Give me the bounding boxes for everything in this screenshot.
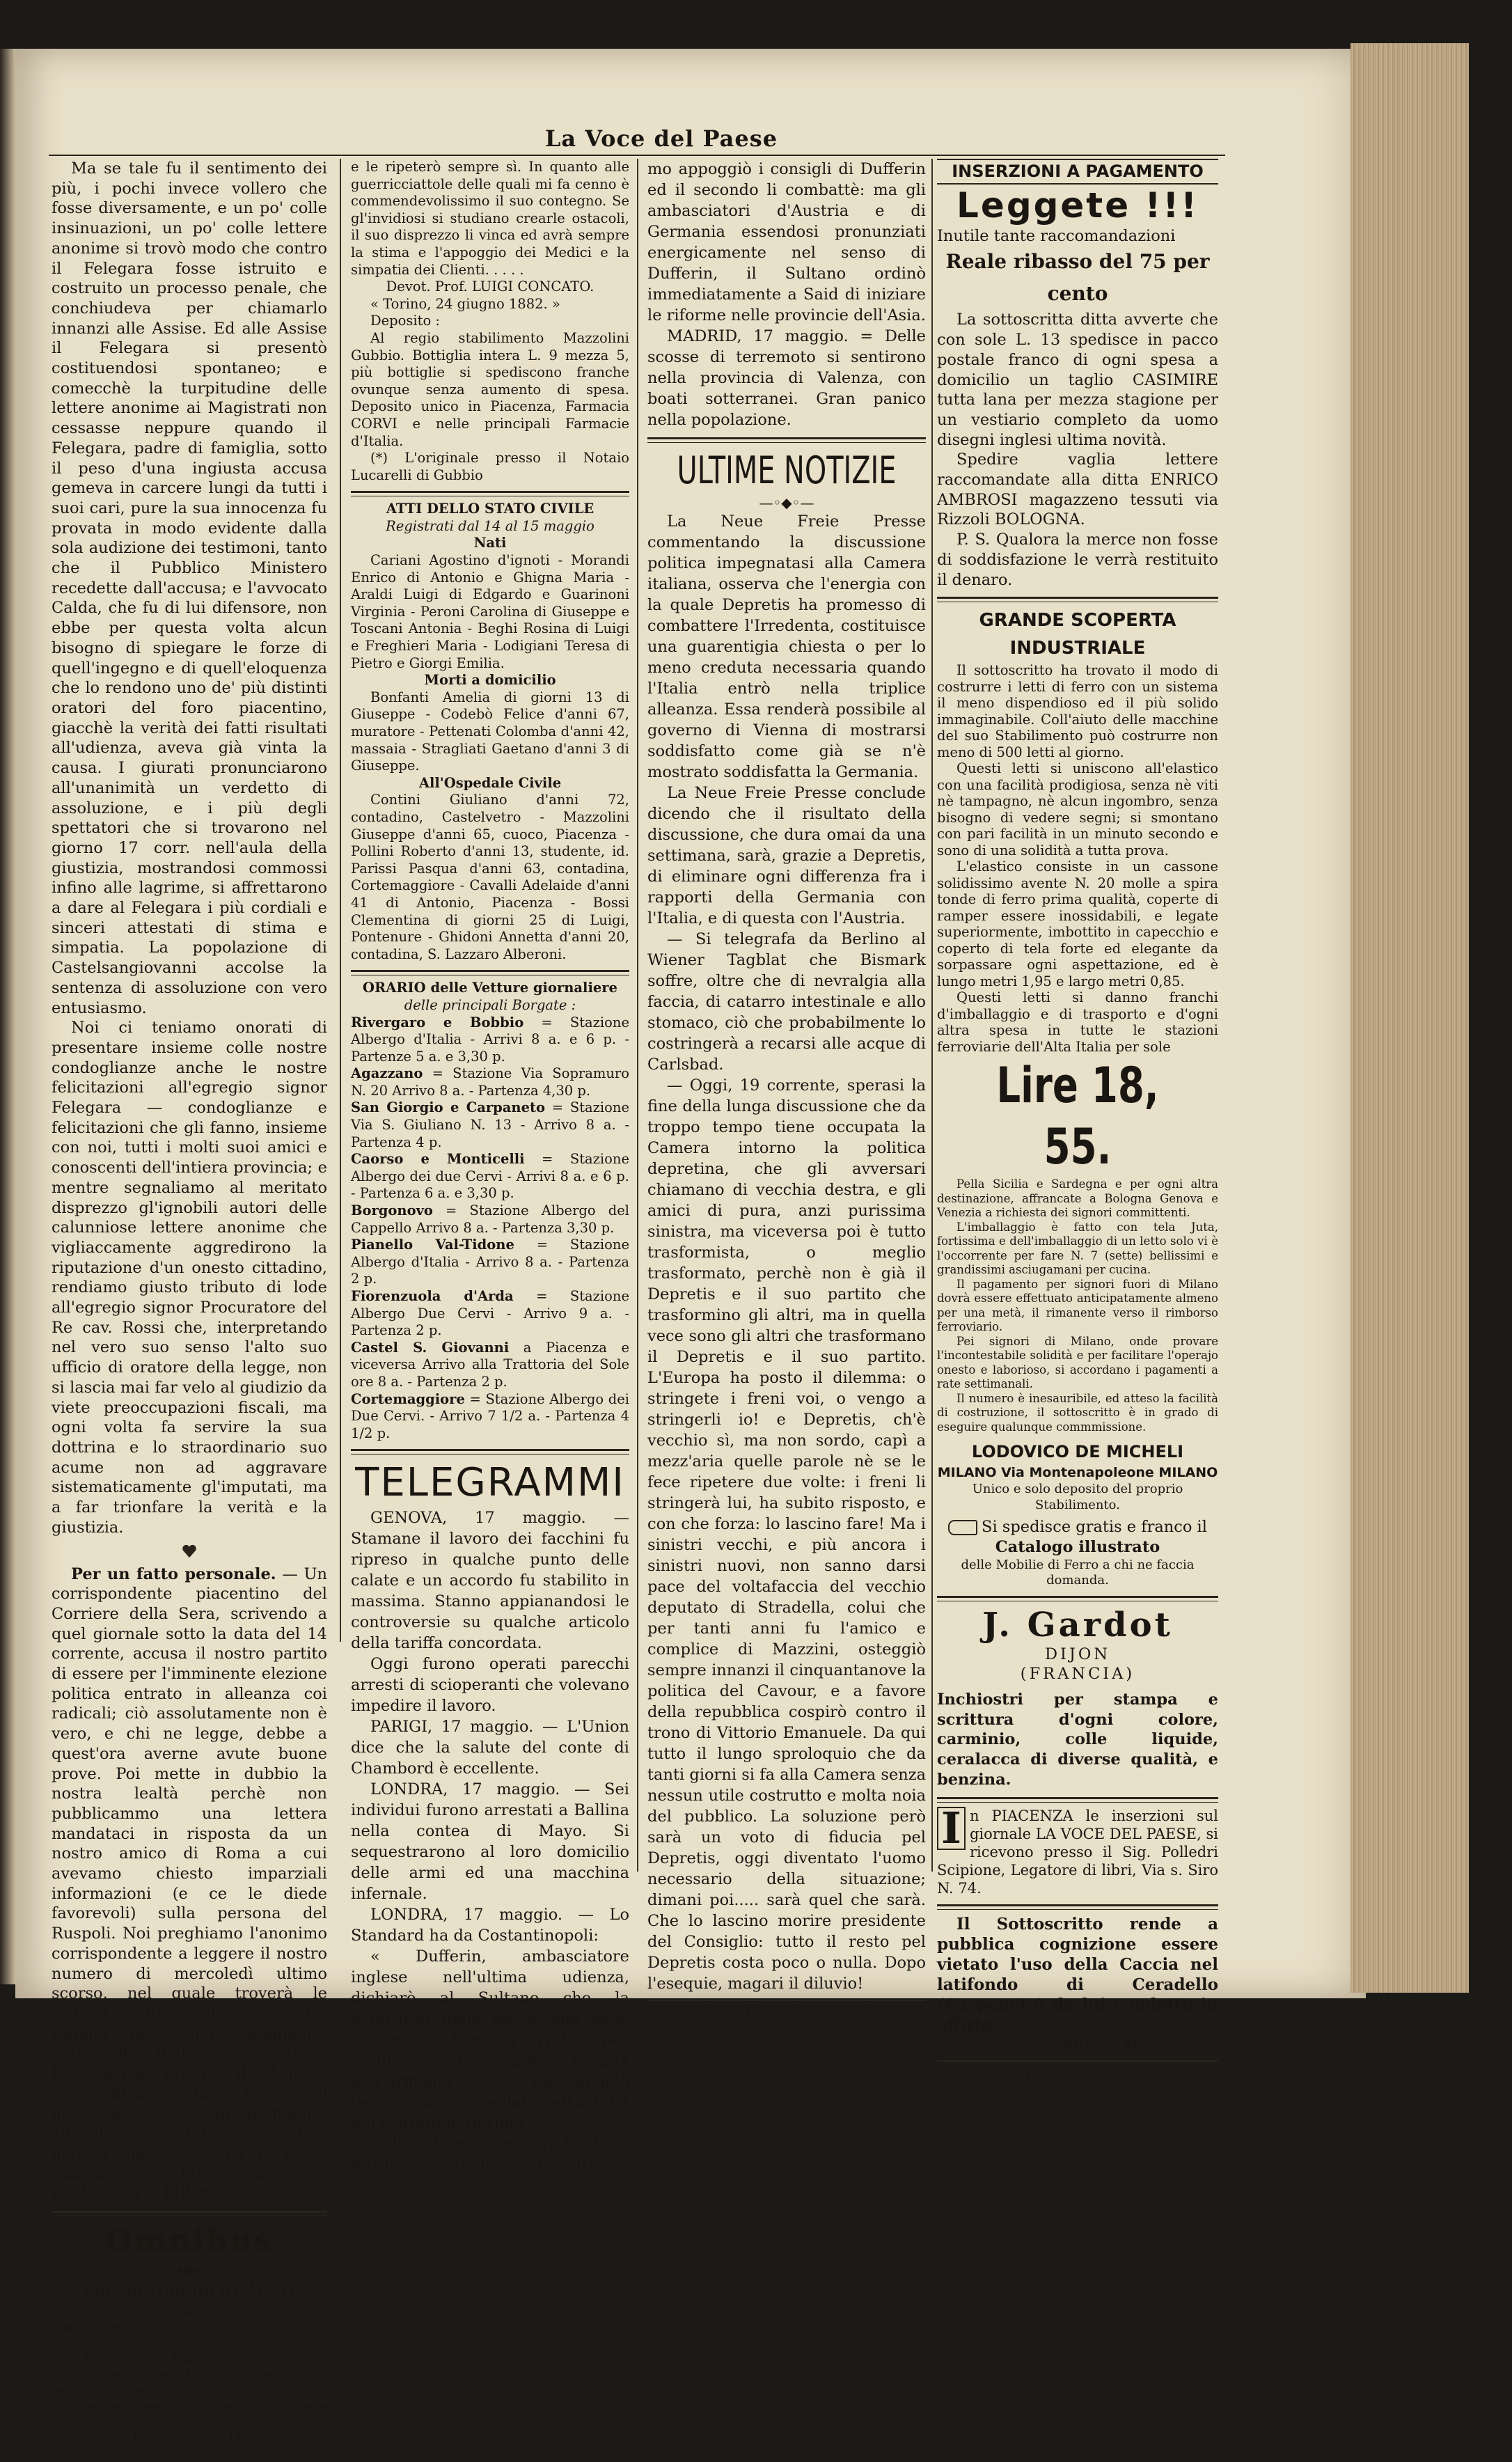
ospedale-list: Contini Giuliano d'anni 72, contadino, Castelvetro - Mazzolini Giuseppe d'anni 65, cuoco, Piacenza - Pollini Roberto d'anni 13, studente, id. Parissi Pasqua d'anni 63, contadina, Cortemaggiore - Cavalli Adelaide d'anni 41 di Antonio, Piacenza - Bossi Clementina di giorni 25 di Luigi, Pontenure - Ghidoni Annetta d'anni 20, contadina, S. Lazzaro Alberoni. (351, 792, 629, 962)
omnibus-text: UN ULTIMA LETTERA (*) del compianto e celebre prof. comm. Concato (52, 2321, 327, 2351)
column-divider (340, 159, 341, 1642)
orario-details: a Piacenza e viceversa Arrivo alla Trattoria del Sole ore 8 a. - Partenza 2 p. (351, 1339, 629, 1390)
orario-entry (351, 1099, 629, 1151)
morti-heading: Morti a domicilio (424, 672, 556, 689)
ad-text: Si spedisce gratis e franco il (982, 1518, 1207, 1537)
ribasso-headline: Reale ribasso del 75 per cento (945, 250, 1210, 306)
signature: Angelo Malvezzi. (1062, 2035, 1197, 2054)
ad-text: Unico e solo deposito del proprio Stabilimento. (972, 1482, 1183, 1512)
article-paragraph: Ma se tale fu il sentimento dei più, i pochi invece vollero che fosse diversamente, e un po' colle insinuazioni, un po' colle lettere anonime si trovò modo che contro il Felegara fosse istruito e costruito un processo penale, che conchiudeva per chiamarlo innanzi alle Assise. Ed alle Assise il Felegara si presentò costituendosi spontaneo; e comecchè la turpitudine delle lettere anonime ai Magistrati non cessasse neppure quando il Felegara, padre di famiglia, sotto il peso d'una ingiusta accusa gemeva in carcere lungi da tutti i suoi cari, pure la sua innocenza fu provata in modo evidente dalla sola audizione dei testimoni, tanto che il Pubblico Ministero recedette dall'accusa; e l'avvocato Calda, che fu di lui difensore, non ebbe per questa volta alcun bisogno di spiegare le forze di quell'ingegno e di quell'eloquenza che lo rendono uno de' più distinti oratori del foro piacentino, giacchè la verità dei fatti risultati all'udienza, aveva già vinta la causa. I giurati pronunciarono all'unanimità un verdetto di assoluzione, e i più degli spettatori che si trovarono nel giorno 17 corr. nell'aula della giustizia, mostrandosi commossi infino alle lagrime, si affrettarono a dare al Felegara i più cordiali e sinceri attestati di stima e simpatia. La popolazione di Castelsangiovanni accolse la sentenza di assoluzione con vero entusiasmo. (52, 159, 327, 1017)
article-paragraph: La Neue Freie Presse conclude dicendo che il risultato della discussione, che dura omai da una settimana, sarà, grazie a Depretis, di eliminare ogni differenza fra i rapporti della Germania con l'Italia, e di questa con l'Austria. (647, 784, 926, 927)
orario-details: = Stazione Via Sopramuro N. 20 Arrivo 8 a. - Partenza 4,30 p. (351, 1065, 629, 1099)
section-rule (647, 2000, 926, 2001)
omnibus-subtitle: Per gli Uomini di Affari (83, 2281, 296, 2303)
deposit-text: Al regio stabilimento Mazzolini Gubbio. Bottiglia intera L. 9 mezza 5, più bottiglie si spediscono franche ovunque senza aumento di spesa. Deposito unico in Piacenza, Farmacia CORVI e nelle principali Farmacie d'Italia. (351, 329, 629, 449)
page-title: La Voce del Paese (544, 125, 778, 152)
column-divider (637, 159, 638, 1872)
morti-list: Bonfanti Amelia di giorni 13 di Giuseppe - Codebò Felice d'anni 67, muratore - Pettenati Colomba d'anni 42, massaia - Stragliati Gaetano d'anni 3 di Giuseppe. (351, 689, 629, 774)
section-rule (351, 970, 629, 975)
article-text: — Un corrispondente piacentino del Corriere della Sera, scrivendo a quel giornale sotto la data del 14 corrente, accusa il nostro partito di essere per l'imminente elezione politica entrato in alleanza coi radicali; ciò assolutamente non è vero, e chi ne legge, debbe a quest'ora averne avute buone prove. Poi mette in dubbio la nostra lealtà perchè non pubblicammo una lettera mandataci in risposta da un nostro amico di Roma a cui avevamo chiesto imparziali informazioni (e ce le diede favorevoli) sulla persona del Ruspoli. Noi preghiamo l'anonimo corrispondente a leggere il nostro numero di mercoledì ultimo scorso, nel quale troverà le ragioni della nostra condotta; ragioni che vennero equamente apprezzate dall'istesso giornale La Libertà, organo dell'Unione monarchica. Ma forse il mentovato corrispondente all'Unione monarchica piacentina non vi appartiene, ed è, come qualcuno vuol farci credere, un pubblicista di Milano. (52, 1565, 327, 2203)
section-rule (351, 491, 629, 496)
orario-title: ORARIO delle Vetture giornaliere (363, 980, 617, 996)
inserzioni-header-box (937, 159, 1218, 185)
article-paragraph: mo appoggiò i consigli di Dufferin ed il secondo li combattè: ma gli ambasciatori d'Austria e di Germania essendosi pronunziati energicamente nel senso di Dufferin, il Sultano ordinò immediatamente a Said di iniziare le riforme nelle provincie dell'Asia. (647, 160, 926, 324)
telegram: LONDRA, 17 maggio. — Lo Standard ha da Costantinopoli: (351, 1906, 629, 1945)
section-rule (52, 2211, 327, 2216)
orario-entry (351, 1065, 629, 1099)
omnibus-title: Omnibus (104, 2223, 274, 2259)
ad-text: Pella Sicilia e Sardegna e per ogni altra destinazione, affrancate a Bologna Genova e Venezia a richiesta dei signori committenti. (937, 1177, 1218, 1220)
orario-place: Fiorenzuola d'Arda (351, 1288, 514, 1304)
ad-text: Pei signori di Milano, onde provare l'incontestabile solidità e per facilitare l'operajo onesto e laborioso, si accordano i pagamenti a rate settimanali. (937, 1334, 1218, 1391)
ornament: —◦◆◦— (759, 494, 814, 511)
grande-scoperta-body (937, 662, 1218, 1055)
date: « Torino, 24 giugno 1882. » (370, 295, 560, 312)
telegram: PARIGI, 17 maggio. — L'Union dice che la salute del conte di Chambord è eccellente. (351, 1718, 629, 1778)
ad-text: P. S. Qualora la merce non fosse di soddisfazione le verrà restituito il denaro. (937, 531, 1218, 589)
orario-entry (351, 1288, 629, 1340)
telegram: « Dufferin, ambasciatore inglese nell'ultima udienza, dichiarò al Sultano che la mancanza della esecuzione delle riforme in Armenia avrebbe per risultato l'inevitabile perdita dell'Armenia, e raccomandò l'esecuzione immediata dell'art. 67 del trattato di Berlino. (351, 1947, 629, 2133)
ad-text (937, 1517, 1218, 1537)
orario-details: = Stazione Albergo d'Italia - Arrivo 8 a. - Partenza 2 p. (351, 1237, 630, 1287)
orario-place: Borgonovo (351, 1202, 433, 1219)
telegram: GENOVA, 17 maggio. — Stamane il lavoro dei facchini fu ripreso in qualche punto delle calate e un accordo fu stabilito in massima. Stanno appianandosi le controversie su qualche articolo della tariffa concordata. (351, 1509, 629, 1653)
nati-list: Cariani Agostino d'ignoti - Morandi Enrico di Antonio e Ghigna Maria - Araldi Luigi di Edgardo e Guarinoni Virginia - Peroni Carolina di Giuseppe e Toscani Antonia - Beghi Rosina di Luigi e Freghieri Maria - Lodigiani Teresa di Pietro e Giorgi Emilia. (351, 552, 629, 671)
article-heading: Per un fatto personale. (71, 1565, 276, 1583)
section-rule (937, 597, 1218, 602)
gardot-title: J. Gardot (982, 1605, 1173, 1645)
column-3 (647, 159, 926, 2020)
ultime-notizie-title: ULTIME NOTIZIE (677, 448, 897, 492)
piacenza-notice (937, 1802, 1218, 1897)
ad-text: L'elastico consiste in un cassone solidissimo avente N. 20 molle a spira tonde di ferro prima qualità, coperte di ramper essere inossidabili, e legate superiormente, imbottito in capecchio e coperto di tela forte ed elegante da sorpassare ogni aspettazione, ed è lungo metri 1,95 e largo metri 0,85. (937, 858, 1218, 989)
orario-place: Rivergaro e Bobbio (351, 1014, 524, 1030)
ad-text: Il pagamento per signori fuori di Milano dovrà essere effettuato anticipatamente almeno per una metà, il rimanente verso il rimborso ferroviario. (937, 1277, 1218, 1334)
orario-place: Agazzano (351, 1065, 423, 1082)
ad-subtitle: Inutile tante raccomandazioni (937, 226, 1176, 245)
section-rule (937, 1904, 1218, 1910)
telegrammi-title: TELEGRAMMI (355, 1460, 625, 1506)
caccia-notice: Il Sottoscritto rende a pubblica cognizione essere vietato l'uso della Caccia nel latifondo di Ceradello (Carpaneto) da lui condotto in affitto. (937, 1914, 1218, 2034)
drop-cap: I (937, 1807, 966, 1850)
atti-subtitle: Registrati dal 14 al 15 maggio (386, 517, 594, 534)
article-paragraph: Noi ci teniamo onorati di presentare insieme colle nostre condoglianze anche le nostre felicitazioni all'egregio signor Felegara — condoglianze e felicitazioni che gli fanno, insieme con noi, tutti i molti suoi amici e conoscenti dell'intiera provincia; e mentre segnaliamo al meritato disprezzo gl'ignobili autori delle calunniose lettere anonime che vigliaccamente aggredirono la riputazione d'un onesto cittadino, rendiamo giusto tributo di lode all'egregio signor Procuratore del Re cav. Rossi che, interpretando nel vero suo senso l'alto suo ufficio di oratore della legge, non si lascia mai far velo al giudizio da viete preoccupazioni fiscali, ma ogni volta fa servire la sua dottrina e lo straordinario suo acume non ad aggravare sistematicamente gl'imputati, ma a far trionfare la verità e la giustizia. (52, 1019, 327, 1537)
ospedale-heading: All'Ospedale Civile (418, 774, 562, 791)
orario-place: Pianello Val-Tidone (351, 1237, 514, 1253)
article-paragraph: — Oggi, 19 corrente, sperasi la fine della lunga discussione che da troppo tempo tiene occupata la Camera intorno la politica depretina, che gli avversari chiamano di vecchia destra, e gli amici di pura, anzi purissima sinistra, ma viceversa poi è tutto trasformista, o meglio trasformato, perchè non è già il Depretis e il suo partito che trasformino gli altri, ma in quella vece sono gli altri che trasformano il Depretis e il suo partito. L'Europa ha posto il dilemma: o stringete i freni voi, o vengo a stringerli io! e Depretis, ch'è vecchio sì, ma non sordo, capì a mezz'aria quelle parole nè se le fece ripetere due volte: i freni li stringerà lui, ha subito risposto, e con che forza: lo lascino fare! Ma i sinistri vecchi, e più ancora i sinistri nuovi, non sanno darsi pace del voltafaccia del vecchio deputato di Stradella, colui che per tanti anni fu l'amico e complice di Mazzini, osteggiò sempre innanzi il cinquantanove la politica del Cavour, e a favore della repubblica cospirò contro il trono di Vittorio Emanuele. Da qui tutto il lungo sproloquio che da tanti giorni si fa alla Camera senza nessun utile costrutto e molta noia del pubblico. La soluzione però sarà un voto di fiducia pel Depretis, oggi diventato l'uomo necessario della situazione; dimani poi..... sarà quel che sarà. Che lo lascino morire presidente del Consiglio: tutto il resto pel Depretis costa poco o nulla. Dopo l'esequie, magari il diluvio! (647, 1076, 926, 1993)
orario-entry (351, 1151, 629, 1202)
signature: Devot. Prof. LUIGI CONCATO. (386, 279, 594, 295)
omnibus-text: « Mio caro sig. Mazzolini (GUBBIO) . . . . mi domanda il suo Liquore di Pariglina è sempre da me preferito nella mia clinica, in quei casi ove m'occorre un potente e buon depurativo del sangue, un eccellente rimedio per l'Artrite e per l'Erpetismo, ed io le ripeto (52, 2352, 327, 2461)
gardot-city: DIJON (1044, 1645, 1111, 1663)
orario-details: = Stazione Via S. Giuliano N. 13 - Arrivo 8 a. - Partenza 4 p. (351, 1099, 629, 1150)
telegram: LONDRA, 17 maggio. — Sei individui furono arrestati a Ballina nella contea di Mayo. Si sequestrarono al loro domicilio delle armi ed una macchina infernale. (351, 1780, 629, 1904)
ad-text: Il sottoscritto ha trovato il modo di costrurre i letti di ferro con un sistema il meno dispendioso ed il più solido immaginabile. Coll'aiuto delle macchine del suo Stabilimento può costrurre non meno di 500 letti al giorno. (937, 662, 1218, 760)
ad-text: Il numero è inesauribile, ed atteso la facilità di costruzione, il sottoscritto è in grado di eseguire qualunque commmissione. (937, 1391, 1218, 1434)
ad-text: Questi letti si uniscono all'elastico con una facilità prodigiosa, senza nè viti nè tampagno, nè alcun ingombro, senza bisogno di vedere segni; si smontano con pari facilità in un minuto secondo e sono di una solidità a tutta prova. (937, 760, 1218, 858)
orario-details: = Stazione Albergo dei due Cervi - Arrivi 8 a. e 6 p. - Partenza 6 a. e 3,30 p. (351, 1151, 629, 1202)
header-rule (49, 155, 1225, 156)
orario-list (351, 1014, 629, 1443)
article-paragraph: — Si telegrafa da Berlino al Wiener Tagblat che Bismark soffre, oltre che di nevralgia alla faccia, di catarro intestinale e allo stomaco, ciò che probabilmente lo costringerà a recarsi alle acque di Carlsbad. (647, 930, 926, 1074)
telegram: Oggi furono operati parecchi arresti di scioperanti che volevano impedire il lavoro. (351, 1655, 629, 1716)
ad-text: delle Mobilie di Ferro a chi ne faccia domanda. (961, 1557, 1195, 1588)
gardot-country: (FRANCIA) (1020, 1665, 1135, 1684)
advertiser-address: MILANO Via Montenapoleone MILANO (937, 1465, 1218, 1481)
orario-details: = Stazione Albergo Due Cervi - Arrivo 9 a. - Partenza 2 p. (351, 1288, 629, 1339)
orario-details: = Stazione Albergo dei Due Cervi. - Arrivo 7 1/2 a. - Partenza 4 1/2 p. (351, 1390, 629, 1441)
ad-text: Questi letti si danno franchi d'imballaggio e di trasporto e d'ogni altra spesa in tutte le stazioni ferroviarie dell'Alta Italia per sole (937, 989, 1218, 1055)
deposit-label: Deposito : (370, 313, 440, 329)
orario-entry (351, 1014, 629, 1066)
orario-place: Castel S. Giovanni (351, 1339, 510, 1356)
orario-place: Cortemaggiore (351, 1390, 465, 1407)
heart-ornament-icon (180, 1542, 198, 1560)
ad-text: L'imballaggio è fatto con tela Juta, fortissima e dell'imballaggio di un letto solo vi è l'occorrente per fare N. 7 (sette) bellissimi e grandissimi asciugamani per cucina. (937, 1220, 1218, 1277)
terms-body (937, 1177, 1218, 1434)
nati-heading: Nati (473, 535, 507, 551)
ad-text: Inchiostri per stampa e scrittura d'ogni colore, carminio, colle liquide, ceralacca di diverse qualità, e benzina. (937, 1691, 1218, 1789)
footnote: (*) L'originale presso il Notaio Lucarelli di Gubbio (351, 450, 629, 483)
leggete-title: Leggete !!! (956, 185, 1199, 226)
pointing-hand-icon (948, 1520, 977, 1535)
section-rule (351, 1449, 629, 1455)
orario-place: San Giorgio e Carpaneto (351, 1099, 545, 1116)
responsabile: Alberto Favari, Responsabile (695, 2005, 879, 2020)
telegram: « Il Sultano consultò Said ed Aarifi, ministro degli esteri. Il pri- (351, 2135, 629, 2175)
inserzioni-title: INSERZIONI A PAGAMENTO (952, 162, 1204, 181)
orario-details: = Stazione Albergo d'Italia - Arrivi 8 a. e 6 p. - Partenze 5 a. e 3,30 p. (351, 1014, 629, 1065)
ad-text: La sottoscritta ditta avverte che con sole L. 13 spedisce in pacco postale franco di ogni spesa a domicilio un taglio CASIMIRE tutta lana per mezza stagione per un vestiario completo da uomo disegni inglesi ultima novità. (937, 311, 1218, 449)
column-divider (931, 159, 933, 1872)
atti-title: ATTI DELLO STATO CIVILE (386, 501, 594, 517)
article-paragraph: MADRID, 17 maggio. = Delle scosse di terremoto si sentirono nella provincia di Valenza, con boati sotterranei. Gran panico nella popolazione. (647, 327, 926, 429)
orario-entry (351, 1340, 629, 1391)
grande-scoperta-title: GRANDE SCOPERTA INDUSTRIALE (979, 610, 1176, 659)
column-4 (937, 159, 1218, 2081)
article-paragraph (52, 1565, 327, 2204)
ornament: ~~~ (171, 2304, 207, 2321)
section-rule (937, 1596, 1218, 1601)
ornament: —•◆•— (162, 2262, 217, 2280)
advertiser-name: LODOVICO DE MICHELI (971, 1442, 1184, 1462)
column-1 (52, 159, 327, 2461)
printer-line: Piacenza Tipografia Sant' Antonino. (963, 2066, 1192, 2081)
column-2 (351, 159, 630, 2175)
price-headline: Lire 18, 55. (996, 1057, 1159, 1176)
telegrammi-body (351, 1507, 629, 2176)
section-rule (937, 1797, 1218, 1803)
orario-entry (351, 1391, 629, 1443)
background-right (1469, 43, 1512, 1993)
orario-entry (351, 1237, 629, 1288)
book-page-edges (1350, 43, 1469, 1993)
orario-entry (351, 1202, 629, 1237)
ad-text: n PIACENZA le inserzioni sul giornale LA VOCE DEL PAESE, si ricevono presso il Sig. Polledri Scipione, Legatore di libri, Via s. Siro N. 74. (937, 1807, 1218, 1897)
orario-details: = Stazione Albergo del Cappello Arrivo 8 a. - Partenza 3,30 p. (351, 1202, 629, 1236)
ad-text: Spedire vaglia lettere raccomandate alla ditta ENRICO AMBROSI magazzeno tessuti via Rizzoli BOLOGNA. (937, 450, 1218, 529)
catalogo: Catalogo illustrato (995, 1537, 1160, 1556)
article-paragraph: La Neue Freie Presse commentando la discussione politica impegnatasi alla Camera italiana, osserva che l'energia con la quale Depretis ha promesso di combattere l'Irredenta, costituisce una guarentigia chiesta o per lo meno creduta necessaria quando l'Italia entrò nella triplice alleanza. Essa renderà possibile al governo di Vienna di mostrarsi soddisfatto come già se n'è mostrato soddisfatta la Germania. (647, 512, 926, 781)
section-rule (937, 2060, 1218, 2062)
orario-place: Caorso e Monticelli (351, 1151, 525, 1168)
orario-subtitle: delle principali Borgate : (404, 996, 576, 1013)
section-rule (647, 437, 926, 443)
left-page-edge (0, 49, 15, 1984)
ad-text: e le ripeterò sempre sì. In quanto alle guerricciattole delle quali mi fa cenno è commendevolissimo il suo contegno. Se gl'invidiosi si studiano crearle ostacoli, il suo disprezzo li vinca ed avrà sempre la stima e l'appoggio dei Medici e la simpatia dei Clienti. . . . . (351, 159, 629, 278)
